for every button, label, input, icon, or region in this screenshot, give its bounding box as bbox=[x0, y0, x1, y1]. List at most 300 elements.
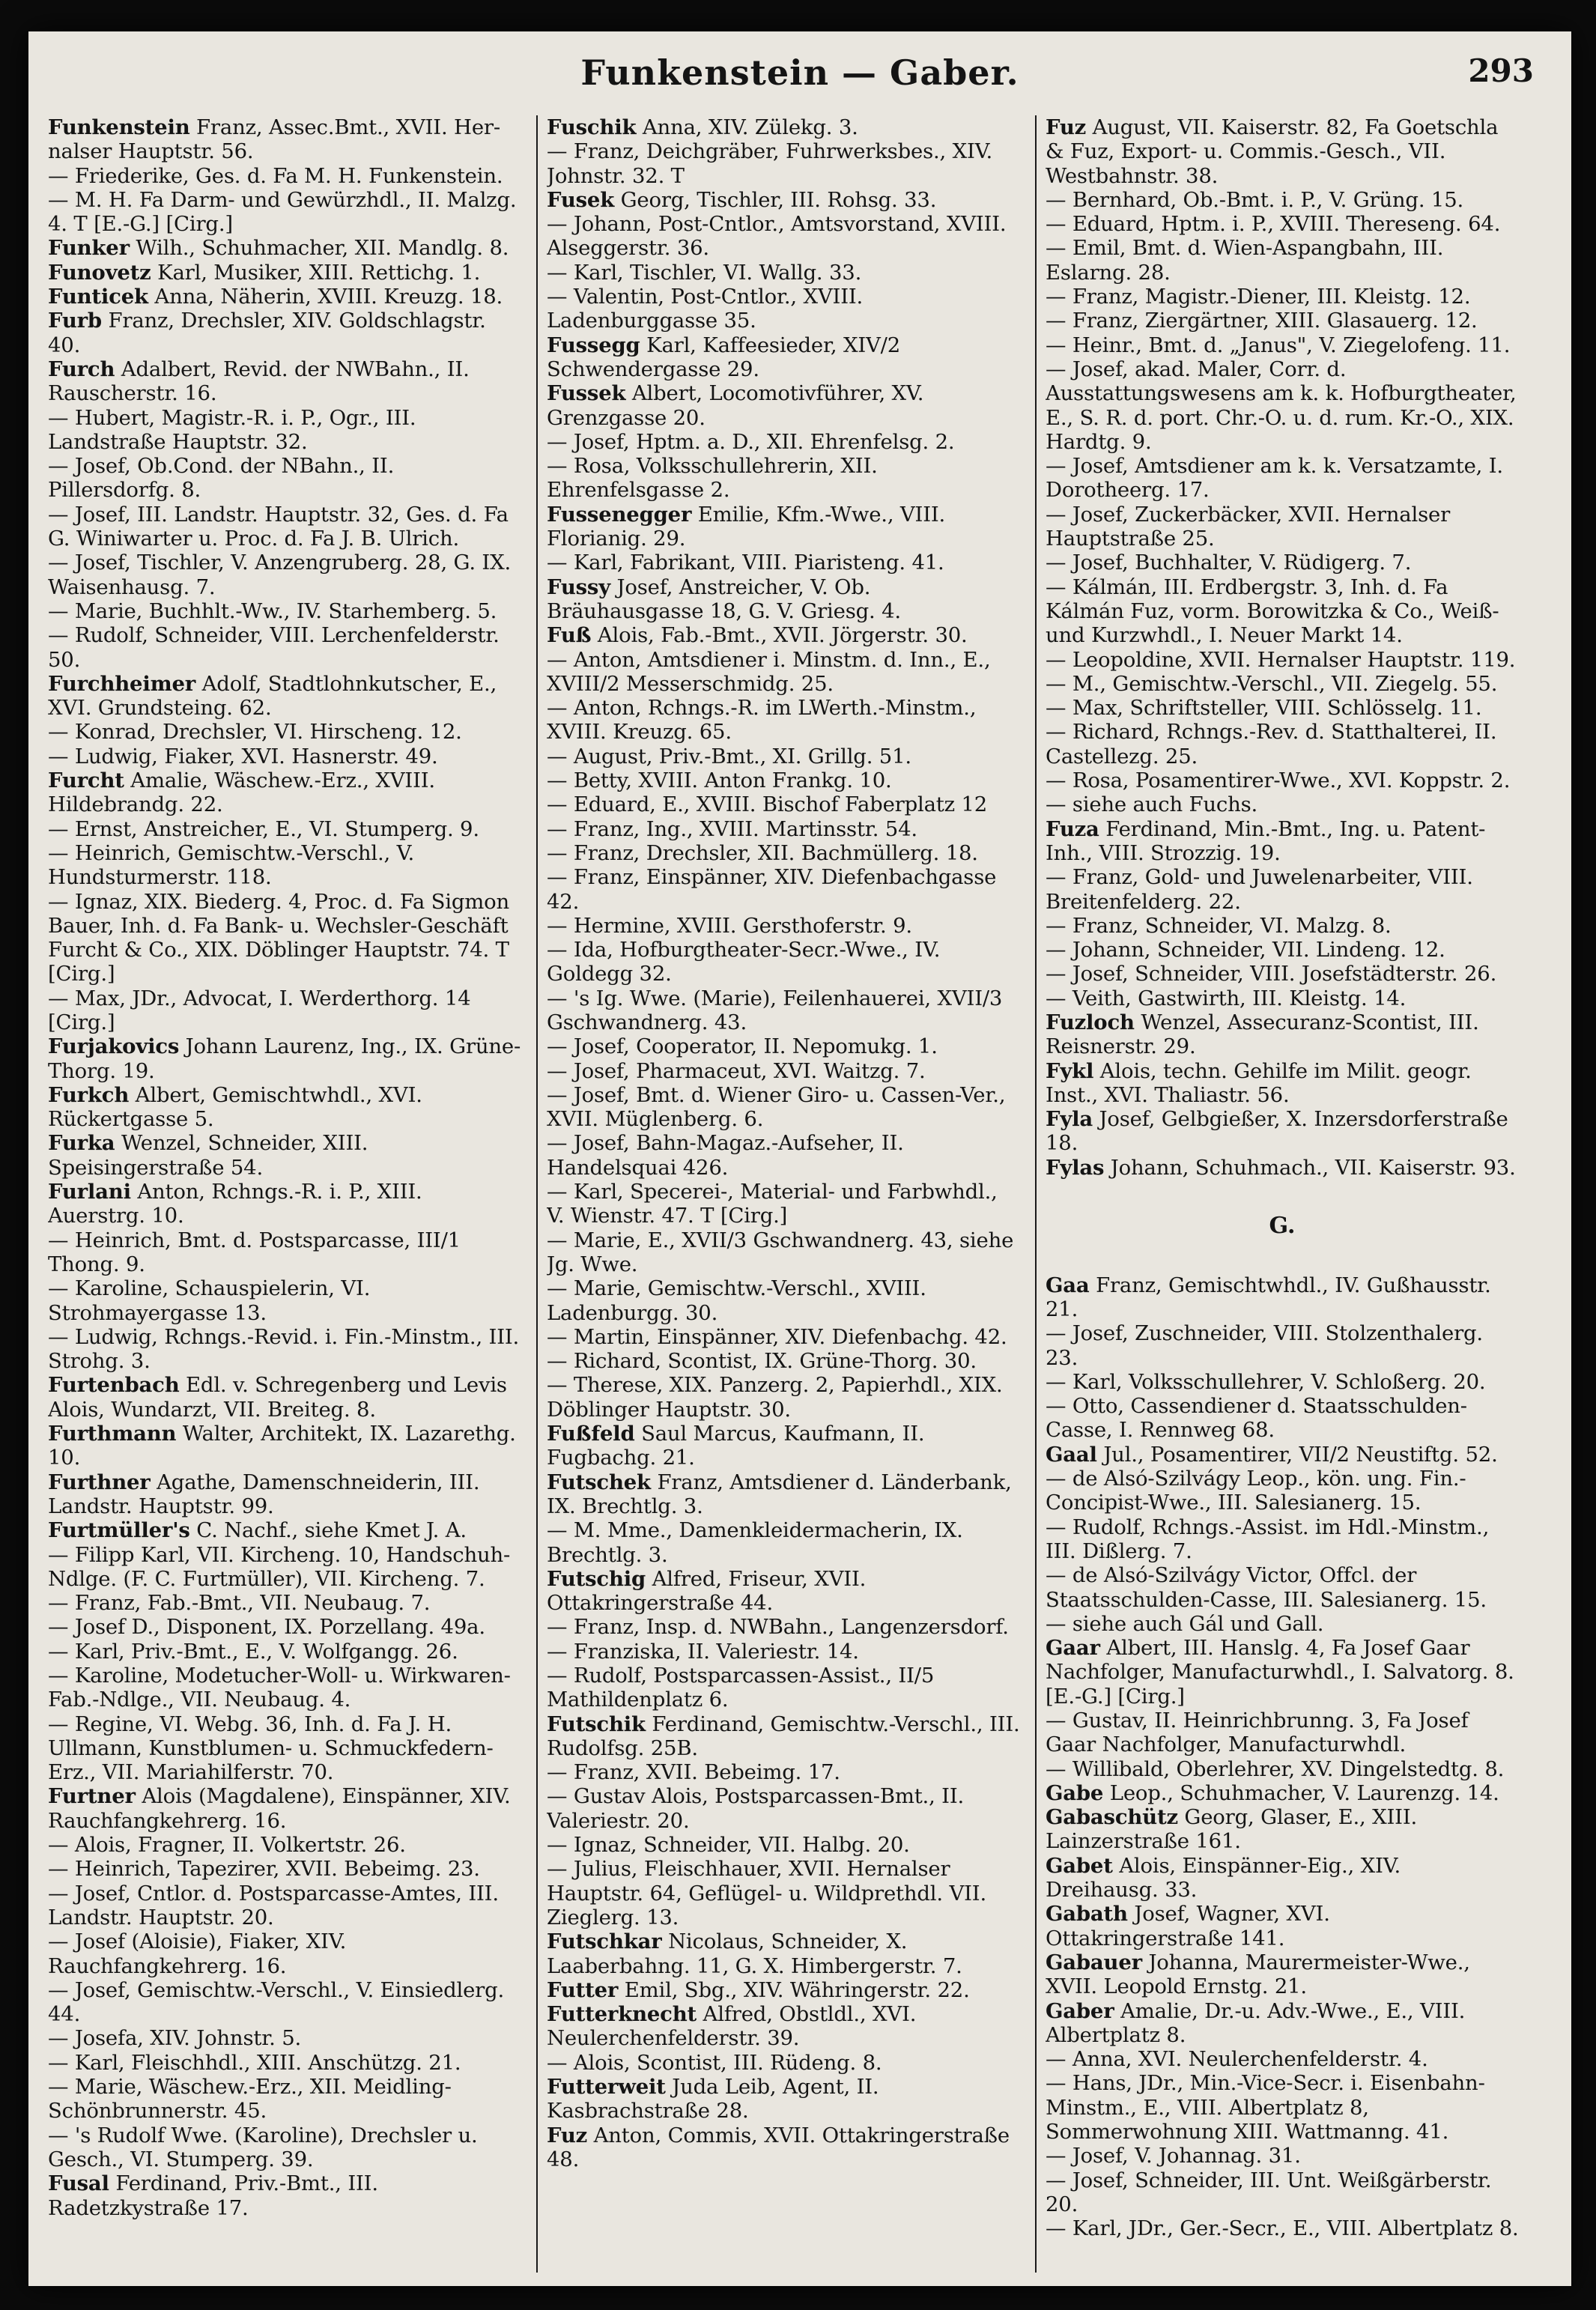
directory-entry bbox=[1046, 2144, 1519, 2168]
entry-text: — Ignaz, Schneider, VII. Halbg. 20. bbox=[547, 1833, 910, 1858]
entry-text: Alois, Einspänner-Eig., XIV. Dreihausg. 33. bbox=[1046, 1853, 1401, 1903]
column-2 bbox=[547, 115, 1020, 2273]
directory-entry bbox=[1046, 309, 1519, 333]
directory-entry bbox=[48, 2051, 521, 2075]
entry-surname: Fuz bbox=[1046, 115, 1087, 139]
entry-text: — Eduard, Hptm. i. P., XVIII. Thereseng. 64. bbox=[1046, 212, 1501, 237]
page-header bbox=[28, 52, 1571, 120]
entry-text: Alois (Magdalene), Einspänner, XIV. Rauchfangkehrerg. 16. bbox=[48, 1784, 511, 1833]
directory-entry bbox=[547, 261, 1020, 285]
directory-entry bbox=[1046, 115, 1519, 188]
directory-entry bbox=[547, 430, 1020, 454]
directory-entry bbox=[547, 503, 1020, 551]
entry-surname: Fussek bbox=[547, 381, 626, 406]
directory-entry bbox=[547, 1470, 1020, 1519]
entry-text: — Franz, Gold- und Juwelenarbeiter, VIII. Breitenfelderg. 22. bbox=[1046, 865, 1473, 914]
entry-text: Adolf, Stadtlohnkutscher, E., XVI. Grundsteing. 62. bbox=[48, 671, 497, 721]
directory-entry bbox=[547, 817, 1020, 841]
directory-entry bbox=[1046, 1854, 1519, 1903]
entry-text: Alfred, Obstldl., XVI. Neulerchenfelderstr. 39. bbox=[547, 2002, 917, 2051]
entry-text: — Julius, Fleischhauer, XVII. Hernalser Hauptstr. 64, Geflügel- u. Wildprethdl. VII. Zieglerg. 13. bbox=[547, 1857, 986, 1929]
directory-entry bbox=[1046, 2047, 1519, 2071]
directory-entry bbox=[48, 1978, 521, 2027]
entry-surname: Fyla bbox=[1046, 1107, 1093, 1132]
directory-entry bbox=[1046, 1394, 1519, 1443]
entry-text: — Franz, Insp. d. NWBahn., Langenzersdorf. bbox=[547, 1615, 1009, 1640]
entry-text: — Josef, Ob.Cond. der NBahn., II. Pillersdorfg. 8. bbox=[48, 454, 395, 503]
directory-entry bbox=[547, 986, 1020, 1035]
entry-text: Josef, Anstreicher, V. Ob. Bräuhausgasse 18, G. V. Griesg. 4. bbox=[547, 575, 901, 623]
directory-entry bbox=[547, 575, 1020, 624]
entry-surname: Gabauer bbox=[1046, 1950, 1142, 1974]
directory-entry bbox=[1046, 769, 1519, 792]
entry-text: Alfred, Friseur, XVII. Ottakringerstraße 44. bbox=[547, 1566, 867, 1616]
entry-text: Leop., Schuhmacher, V. Laurenzg. 14. bbox=[1103, 1780, 1499, 1805]
directory-entry bbox=[48, 164, 521, 188]
entry-surname: Furb bbox=[48, 309, 102, 333]
entry-text: — Ludwig, Fiaker, XVI. Hasnerstr. 49. bbox=[48, 744, 438, 769]
directory-entry bbox=[1046, 696, 1519, 720]
directory-entry bbox=[48, 986, 521, 1035]
entry-text: — Josef, Schneider, III. Unt. Weißgärberstr. 20. bbox=[1046, 2168, 1492, 2216]
entry-text: — Josef, Cntlor. d. Postsparcasse-Amtes, III. Landstr. Hauptstr. 20. bbox=[48, 1881, 499, 1929]
entry-text: — Heinr., Bmt. d. „Janus", V. Ziegelofeng. 11. bbox=[1046, 333, 1511, 357]
directory-entry bbox=[547, 1083, 1020, 1132]
directory-entry bbox=[547, 769, 1020, 792]
directory-entry bbox=[1046, 648, 1519, 672]
directory-entry bbox=[48, 599, 521, 623]
entry-text: — Franziska, II. Valeriestr. 14. bbox=[547, 1639, 859, 1664]
column-1 bbox=[48, 115, 521, 2273]
directory-entry bbox=[48, 2026, 521, 2050]
entry-text: — Marie, E., XVII/3 Gschwandnerg. 43, siehe Jg. Wwe. bbox=[547, 1228, 1014, 1276]
entry-text: — Veith, Gastwirth, III. Kleistg. 14. bbox=[1046, 986, 1407, 1010]
entry-text: — Franz, Drechsler, XII. Bachmüllerg. 18. bbox=[547, 840, 978, 865]
directory-entry bbox=[1046, 357, 1519, 454]
directory-entry bbox=[1046, 1999, 1519, 2048]
directory-entry bbox=[48, 1373, 521, 1422]
directory-entry bbox=[48, 769, 521, 817]
entry-text: — Martin, Einspänner, XIV. Diefenbachg. 42. bbox=[547, 1324, 1007, 1349]
directory-entry bbox=[48, 1615, 521, 1639]
directory-entry bbox=[48, 357, 521, 406]
entry-text: Anna, XIV. Zülekg. 3. bbox=[636, 115, 858, 139]
directory-entry bbox=[1046, 1612, 1519, 1636]
entry-surname: Furchheimer bbox=[48, 671, 196, 696]
directory-entry bbox=[48, 115, 521, 164]
entry-text: — Rosa, Volksschullehrerin, XII. Ehrenfelsgasse 2. bbox=[547, 454, 878, 503]
entry-text: — Josef, Zuckerbäcker, XVII. Hernalser Hauptstraße 25. bbox=[1046, 502, 1451, 551]
entry-text: — Anna, XVI. Neulerchenfelderstr. 4. bbox=[1046, 2047, 1428, 2072]
entry-text: — Therese, XIX. Panzerg. 2, Papierhdl., XIX. Döblinger Hauptstr. 30. bbox=[547, 1373, 1003, 1422]
entry-surname: Furtner bbox=[48, 1784, 136, 1809]
entry-text: — Josef, Bahn-Magaz.-Aufseher, II. Handelsquai 426. bbox=[547, 1131, 904, 1180]
entry-text: Juda Leib, Agent, II. Kasbrachstraße 28. bbox=[547, 2075, 879, 2123]
entry-surname: Fuz bbox=[547, 2123, 588, 2147]
entry-surname: Funticek bbox=[48, 285, 148, 309]
directory-entry bbox=[48, 1422, 521, 1470]
directory-entry bbox=[1046, 938, 1519, 962]
directory-entry bbox=[1046, 1443, 1519, 1467]
directory-entry bbox=[1046, 1467, 1519, 1515]
entry-text: Wenzel, Schneider, XIII. Speisingerstraße 54. bbox=[48, 1131, 368, 1180]
entry-surname: Furka bbox=[48, 1131, 115, 1156]
entry-text: — de Alsó-Szilvágy Leop., kön. ung. Fin.-Concipist-Wwe., III. Salesianerg. 15. bbox=[1046, 1467, 1466, 1515]
directory-entry bbox=[547, 1833, 1020, 1857]
directory-entry bbox=[48, 1518, 521, 1542]
entry-text: — Josefa, XIV. Johnstr. 5. bbox=[48, 2026, 302, 2051]
directory-entry bbox=[547, 792, 1020, 816]
entry-text: — siehe auch Fuchs. bbox=[1046, 792, 1258, 817]
directory-page bbox=[28, 31, 1571, 2286]
entry-text: Karl, Musiker, XIII. Rettichg. 1. bbox=[151, 260, 481, 285]
entry-surname: Gabe bbox=[1046, 1780, 1104, 1805]
entry-surname: Gabath bbox=[1046, 1902, 1128, 1926]
directory-entry bbox=[48, 261, 521, 285]
directory-entry bbox=[1046, 720, 1519, 769]
entry-text: — Karl, Fabrikant, VIII. Piaristeng. 41. bbox=[547, 551, 944, 575]
directory-entry bbox=[547, 1784, 1020, 1833]
directory-entry bbox=[48, 817, 521, 841]
page-title: Funkenstein — Gaber. bbox=[580, 52, 1019, 93]
entry-text: — Valentin, Post-Cntlor., XVIII. Ladenburggasse 35. bbox=[547, 285, 864, 333]
entry-text: — 's Rudolf Wwe. (Karoline), Drechsler u. Gesch., VI. Stumperg. 39. bbox=[48, 2123, 478, 2171]
directory-entry bbox=[48, 1929, 521, 1978]
entry-text: Ferdinand, Priv.-Bmt., III. Radetzkystraße 17. bbox=[48, 2171, 378, 2220]
entry-text: — Johann, Post-Cntlor., Amtsvorstand, XVIII. Alseggerstr. 36. bbox=[547, 212, 1007, 261]
entry-text: Emil, Sbg., XIV. Währingerstr. 22. bbox=[618, 1977, 970, 2002]
entry-surname: Fusek bbox=[547, 187, 615, 212]
entry-surname: Furthmann bbox=[48, 1422, 177, 1446]
entry-text: Nicolaus, Schneider, X. Laaberbahng. 11, G. X. Himbergerstr. 7. bbox=[547, 1929, 962, 1978]
entry-text: Ferdinand, Gemischtw.-Verschl., III. Rudolfsg. 25B. bbox=[547, 1712, 1020, 1760]
entry-surname: Fuzloch bbox=[1046, 1010, 1135, 1034]
entry-text: — Josef, III. Landstr. Hauptstr. 32, Ges. d. Fa G. Winiwarter u. Proc. d. Fa J. B. Ulrich. bbox=[48, 502, 509, 551]
entry-surname: Funkenstein bbox=[48, 115, 190, 139]
entry-surname: Fussy bbox=[547, 575, 610, 599]
entry-text: — Josef, Hptm. a. D., XII. Ehrenfelsg. 2. bbox=[547, 429, 955, 454]
entry-text: C. Nachf., siehe Kmet J. A. bbox=[189, 1518, 467, 1543]
entry-text: Wilh., Schuhmacher, XII. Mandlg. 8. bbox=[129, 236, 509, 261]
entry-text: — Karl, Priv.-Bmt., E., V. Wolfgangg. 26. bbox=[48, 1639, 458, 1664]
directory-entry bbox=[1046, 1709, 1519, 1757]
directory-entry bbox=[48, 454, 521, 503]
directory-entry bbox=[48, 1640, 521, 1664]
entry-surname: Furthner bbox=[48, 1470, 151, 1494]
entry-text: Franz, Assec.Bmt., XVII. Her-nalser Hauptstr. 56. bbox=[48, 115, 500, 164]
entry-text: — Willibald, Oberlehrer, XV. Dingelstedtg. 8. bbox=[1046, 1756, 1505, 1781]
entry-text: — Franz, Deichgräber, Fuhrwerksbes., XIV. Johnstr. 32. T bbox=[547, 139, 993, 188]
directory-entry bbox=[547, 1567, 1020, 1616]
entry-surname: Futschkar bbox=[547, 1929, 662, 1954]
entry-text: Albert, Gemischtwhdl., XVI. Rückertgasse 5. bbox=[48, 1082, 422, 1132]
directory-entry bbox=[547, 1760, 1020, 1784]
entry-text: Amalie, Dr.-u. Adv.-Wwe., E., VIII. Albertplatz 8. bbox=[1046, 1998, 1466, 2047]
entry-text: — Franz, Ing., XVIII. Martinsstr. 54. bbox=[547, 816, 917, 841]
directory-entry bbox=[547, 1131, 1020, 1180]
directory-entry bbox=[48, 2171, 521, 2220]
entry-surname: Futter bbox=[547, 1977, 619, 2002]
entry-text: Josef, Wagner, XVI. Ottakringerstraße 141. bbox=[1046, 1902, 1330, 1950]
directory-entry bbox=[547, 648, 1020, 697]
entry-surname: Fykl bbox=[1046, 1058, 1094, 1083]
directory-entry bbox=[48, 503, 521, 551]
entry-text: — Marie, Gemischtw.-Verschl., XVIII. Ladenburgg. 30. bbox=[547, 1276, 926, 1325]
entry-text: Alois, techn. Gehilfe im Milit. geogr. Inst., XVI. Thaliastr. 56. bbox=[1046, 1058, 1472, 1107]
directory-entry bbox=[547, 1615, 1020, 1639]
entry-text: Karl, Kaffeesieder, XIV/2 Schwendergasse 29. bbox=[547, 333, 901, 381]
directory-entry bbox=[547, 1059, 1020, 1083]
entry-text: — August, Priv.-Bmt., XI. Grillg. 51. bbox=[547, 744, 911, 769]
entry-text: — Josef D., Disponent, IX. Porzellang. 49a. bbox=[48, 1615, 485, 1640]
directory-entry bbox=[1046, 236, 1519, 285]
entry-text: — M. H. Fa Darm- und Gewürzhdl., II. Malzg. 4. T [E.-G.] [Cirg.] bbox=[48, 187, 517, 237]
directory-entry bbox=[547, 1422, 1020, 1470]
entry-text: Emilie, Kfm.-Wwe., VIII. Florianig. 29. bbox=[547, 502, 946, 551]
directory-entry bbox=[547, 1180, 1020, 1228]
directory-entry bbox=[1046, 1059, 1519, 1108]
directory-entry bbox=[547, 1712, 1020, 1761]
directory-entry bbox=[547, 381, 1020, 430]
directory-entry bbox=[1046, 1781, 1519, 1805]
entry-text: — M., Gemischtw.-Verschl., VII. Ziegelg. 55. bbox=[1046, 671, 1498, 696]
directory-entry bbox=[1046, 2168, 1519, 2217]
directory-entry bbox=[547, 2002, 1020, 2051]
entry-text: Josef, Gelbgießer, X. Inzersdorferstraße 18. bbox=[1046, 1107, 1508, 1156]
entry-text: — Alois, Fragner, II. Volkertstr. 26. bbox=[48, 1833, 406, 1858]
entry-text: — Josef, Gemischtw.-Verschl., V. Einsiedlerg. 44. bbox=[48, 1977, 505, 2027]
directory-entry bbox=[48, 672, 521, 721]
directory-entry bbox=[547, 1518, 1020, 1567]
entry-text: — Josef, Cooperator, II. Nepomukg. 1. bbox=[547, 1034, 938, 1059]
directory-entry bbox=[48, 1470, 521, 1519]
entry-text: — Johann, Schneider, VII. Lindeng. 12. bbox=[1046, 938, 1445, 962]
directory-entry bbox=[547, 1349, 1020, 1373]
directory-entry bbox=[547, 841, 1020, 865]
entry-text: — Franz, Fab.-Bmt., VII. Neubaug. 7. bbox=[48, 1591, 431, 1616]
directory-entry bbox=[1046, 2071, 1519, 2144]
directory-entry bbox=[1046, 1156, 1519, 1180]
entry-text: — Franz, Magistr.-Diener, III. Kleistg. 12. bbox=[1046, 285, 1471, 309]
entry-text: — M. Mme., Damenkleidermacherin, IX. Brechtlg. 3. bbox=[547, 1518, 963, 1567]
entry-text: — Hermine, XVIII. Gersthoferstr. 9. bbox=[547, 913, 912, 938]
directory-entry bbox=[1046, 188, 1519, 212]
directory-entry bbox=[547, 2051, 1020, 2075]
entry-surname: Fusal bbox=[48, 2171, 109, 2196]
entry-surname: Gabaschütz bbox=[1046, 1805, 1178, 1830]
directory-entry bbox=[547, 1034, 1020, 1058]
directory-entry bbox=[547, 1857, 1020, 1929]
entry-text: — Ernst, Anstreicher, E., VI. Stumperg. 9. bbox=[48, 816, 479, 841]
entry-text: — Regine, VI. Webg. 36, Inh. d. Fa J. H. Ullmann, Kunstblumen- u. Schmuckfedern-Erz., VII. Mariahilferstr. 70. bbox=[48, 1712, 494, 1785]
entry-surname: Fuschik bbox=[547, 115, 637, 139]
entry-text: — Eduard, E., XVIII. Bischof Faberplatz 12 bbox=[547, 792, 988, 817]
entry-text: — Josef, V. Johannag. 31. bbox=[1046, 2144, 1301, 2168]
entry-text: — Marie, Buchhlt.-Ww., IV. Starhemberg. 5. bbox=[48, 598, 497, 623]
directory-entry bbox=[547, 454, 1020, 503]
entry-surname: Furlani bbox=[48, 1180, 131, 1204]
directory-entry bbox=[547, 115, 1020, 139]
directory-entry bbox=[1046, 285, 1519, 309]
directory-entry bbox=[1046, 1273, 1519, 1322]
entry-text: Georg, Glaser, E., XIII. Lainzerstraße 161. bbox=[1046, 1805, 1418, 1854]
column-rule bbox=[1035, 115, 1037, 2273]
entry-text: — Max, Schriftsteller, VIII. Schlösselg. 11. bbox=[1046, 696, 1482, 721]
directory-entry bbox=[48, 406, 521, 455]
entry-surname: Furtenbach bbox=[48, 1373, 180, 1398]
entry-text: — Emil, Bmt. d. Wien-Aspangbahn, III. Eslarng. 28. bbox=[1046, 236, 1444, 285]
entry-text: — Gustav, II. Heinrichbrunng. 3, Fa Josef Gaar Nachfolger, Manufacturwhdl. bbox=[1046, 1709, 1469, 1757]
entry-text: — 's Ig. Wwe. (Marie), Feilenhauerei, XVII/3 Gschwandnerg. 43. bbox=[547, 986, 1003, 1034]
entry-text: — Alois, Scontist, III. Rüdeng. 8. bbox=[547, 2050, 882, 2075]
directory-entry bbox=[1046, 1321, 1519, 1370]
directory-entry bbox=[547, 1228, 1020, 1277]
directory-entry bbox=[547, 696, 1020, 745]
entry-text: Anna, Näherin, XVIII. Kreuzg. 18. bbox=[148, 285, 503, 309]
entry-text: — Rudolf, Schneider, VIII. Lerchenfelderstr. 50. bbox=[48, 623, 500, 672]
entry-surname: Futschik bbox=[547, 1712, 646, 1736]
entry-text: Johann, Schuhmach., VII. Kaiserstr. 93. bbox=[1104, 1155, 1516, 1180]
entry-surname: Fuß bbox=[547, 623, 592, 648]
entry-text: — Josef (Aloisie), Fiaker, XIV. Rauchfangkehrerg. 16. bbox=[48, 1929, 347, 1978]
entry-text: Albert, III. Hanslg. 4, Fa Josef Gaar Nachfolger, Manufacturwhdl., I. Salvatorg. 8. [E.-G.] [Cirg.] bbox=[1046, 1636, 1514, 1709]
directory-entry bbox=[48, 1712, 521, 1785]
entry-text: — Anton, Rchngs.-R. im LWerth.-Minstm., XVIII. Kreuzg. 65. bbox=[547, 696, 977, 745]
directory-entry bbox=[1046, 962, 1519, 986]
entry-surname: Furch bbox=[48, 357, 115, 381]
entry-text: — Josef, Buchhalter, V. Rüdigerg. 7. bbox=[1046, 551, 1412, 575]
directory-entry bbox=[1046, 986, 1519, 1010]
directory-entry bbox=[48, 745, 521, 769]
directory-entry bbox=[48, 841, 521, 890]
entry-text: — Karl, Tischler, VI. Wallg. 33. bbox=[547, 260, 862, 285]
entry-text: — Rudolf, Postsparcassen-Assist., II/5 Mathildenplatz 6. bbox=[547, 1664, 935, 1712]
directory-entry bbox=[1046, 792, 1519, 816]
entry-text: — Rosa, Posamentirer-Wwe., XVI. Koppstr. 2. bbox=[1046, 769, 1511, 793]
directory-entry bbox=[1046, 914, 1519, 938]
directory-entry bbox=[547, 2075, 1020, 2123]
entry-text: Wenzel, Assecuranz-Scontist, III. Reisnerstr. 29. bbox=[1046, 1010, 1479, 1059]
entry-surname: Fylas bbox=[1046, 1155, 1105, 1180]
directory-entry bbox=[1046, 2216, 1519, 2240]
entry-text: Johanna, Maurermeister-Wwe., XVII. Leopold Ernstg. 21. bbox=[1046, 1950, 1470, 1999]
entry-text: Saul Marcus, Kaufmann, II. Fugbachg. 21. bbox=[547, 1422, 925, 1470]
entry-surname: Fussenegger bbox=[547, 502, 692, 527]
entry-text: — de Alsó-Szilvágy Victor, Offcl. der Staatsschulden-Casse, III. Salesianerg. 15. bbox=[1046, 1563, 1487, 1612]
directory-entry bbox=[48, 309, 521, 357]
entry-text: — Rudolf, Rchngs.-Assist. im Hdl.-Minstm., III. Dißlerg. 7. bbox=[1046, 1515, 1490, 1563]
entry-text: — Franz, Einspänner, XIV. Diefenbachgasse 42. bbox=[547, 865, 997, 914]
entry-text: — Hans, JDr., Min.-Vice-Secr. i. Eisenbahn-Minstm., E., VIII. Albertplatz 8, Sommerwohnung XIII. Wattmanng. 41. bbox=[1046, 2071, 1485, 2144]
entry-text: Albert, Locomotivführer, XV. Grenzgasse 20. bbox=[547, 381, 924, 430]
entry-text: — Ida, Hofburgtheater-Secr.-Wwe., IV. Goldegg 32. bbox=[547, 938, 941, 986]
directory-entry bbox=[1046, 1805, 1519, 1854]
directory-entry bbox=[547, 745, 1020, 769]
entry-surname: Funker bbox=[48, 236, 130, 261]
directory-entry bbox=[547, 139, 1020, 188]
column-rule bbox=[536, 115, 538, 2273]
directory-entry bbox=[547, 865, 1020, 914]
page-number: 293 bbox=[1468, 52, 1534, 89]
entry-text: — Hubert, Magistr.-R. i. P., Ogr., III. Landstraße Hauptstr. 32. bbox=[48, 405, 416, 454]
section-letter: G. bbox=[1269, 1213, 1296, 1240]
directory-entry bbox=[1046, 212, 1519, 236]
directory-entry bbox=[48, 623, 521, 672]
directory-entry bbox=[1046, 1902, 1519, 1950]
directory-entry bbox=[547, 1978, 1020, 2002]
entry-text: Anton, Rchngs.-R. i. P., XIII. Auerstrg. 10. bbox=[48, 1180, 422, 1228]
directory-entry bbox=[48, 1034, 521, 1083]
entry-text: Franz, Drechsler, XIV. Goldschlagstr. 40. bbox=[48, 309, 486, 357]
entry-text: — Karl, Fleischhdl., XIII. Anschützg. 21. bbox=[48, 2050, 461, 2075]
directory-entry bbox=[547, 938, 1020, 986]
directory-entry bbox=[547, 333, 1020, 382]
directory-entry bbox=[1046, 1636, 1519, 1709]
entry-text: Georg, Tischler, III. Rohsg. 33. bbox=[614, 187, 937, 212]
entry-surname: Gaal bbox=[1046, 1442, 1097, 1467]
directory-entry bbox=[1046, 1515, 1519, 1564]
entry-text: — Kálmán, III. Erdbergstr. 3, Inh. d. Fa Kálmán Fuz, vorm. Borowitzka & Co., Weiß- und Kurzwhdl., I. Neuer Markt 14. bbox=[1046, 575, 1499, 648]
directory-entry bbox=[48, 1882, 521, 1930]
entry-text: — Karl, Specerei-, Material- und Farbwhdl., V. Wienstr. 47. T [Cirg.] bbox=[547, 1180, 998, 1228]
directory-entry bbox=[1046, 551, 1519, 575]
entry-text: Amalie, Wäschew.-Erz., XVIII. Hildebrandg. 22. bbox=[48, 769, 435, 817]
directory-entry bbox=[48, 236, 521, 260]
entry-text: Agathe, Damenschneiderin, III. Landstr. Hauptstr. 99. bbox=[48, 1470, 480, 1518]
directory-entry bbox=[1046, 865, 1519, 914]
entry-text: — Friederike, Ges. d. Fa M. H. Funkenstein. bbox=[48, 163, 503, 188]
entry-text: — Heinrich, Tapezirer, XVII. Bebeimg. 23. bbox=[48, 1857, 480, 1882]
entry-text: — siehe auch Gál und Gall. bbox=[1046, 1611, 1324, 1636]
directory-entry bbox=[1046, 1107, 1519, 1156]
directory-entry bbox=[547, 623, 1020, 647]
directory-entry bbox=[1046, 503, 1519, 551]
entry-text: Johann Laurenz, Ing., IX. Grüne-Thorg. 19. bbox=[48, 1034, 521, 1083]
entry-text: — Richard, Rchngs.-Rev. d. Statthalterei, II. Castellezg. 25. bbox=[1046, 720, 1497, 769]
entry-text: Anton, Commis, XVII. Ottakringerstraße 48. bbox=[547, 2123, 1010, 2171]
directory-entry bbox=[48, 551, 521, 599]
directory-entry bbox=[48, 1131, 521, 1180]
entry-text: Walter, Architekt, IX. Lazarethg. 10. bbox=[48, 1422, 516, 1470]
directory-entry bbox=[48, 1784, 521, 1833]
entry-text: — Ignaz, XIX. Biederg. 4, Proc. d. Fa Sigmon Bauer, Inh. d. Fa Bank- u. Wechsler-Geschäft Furcht & Co., XIX. Döblinger Hauptstr. 74. T [Cirg.] bbox=[48, 889, 509, 986]
entry-surname: Furcht bbox=[48, 769, 124, 793]
directory-entry bbox=[547, 2123, 1020, 2172]
directory-entry bbox=[547, 551, 1020, 575]
directory-entry bbox=[547, 1325, 1020, 1349]
directory-entry bbox=[48, 2075, 521, 2123]
entry-text: — Josef, Tischler, V. Anzengruberg. 28, G. IX. Waisenhausg. 7. bbox=[48, 551, 512, 599]
directory-entry bbox=[48, 1325, 521, 1374]
entry-surname: Gaa bbox=[1046, 1273, 1090, 1297]
directory-entry bbox=[1046, 333, 1519, 357]
directory-entry bbox=[1046, 672, 1519, 696]
entry-text: — Leopoldine, XVII. Hernalser Hauptstr. 119. bbox=[1046, 647, 1516, 672]
entry-surname: Fußfeld bbox=[547, 1422, 635, 1446]
entry-text: — Max, JDr., Advocat, I. Werderthorg. 14 [Cirg.] bbox=[48, 986, 471, 1034]
entry-text: — Karoline, Modetucher-Woll- u. Wirkwaren-Fab.-Ndlge., VII. Neubaug. 4. bbox=[48, 1664, 511, 1712]
directory-entry bbox=[1046, 575, 1519, 648]
directory-entry bbox=[48, 1083, 521, 1132]
directory-entry bbox=[547, 1373, 1020, 1422]
directory-entry bbox=[1046, 454, 1519, 503]
entry-text: — Filipp Karl, VII. Kircheng. 10, Handschuh-Ndlge. (F. C. Furtmüller), VII. Kircheng. 7. bbox=[48, 1542, 511, 1591]
directory-entry bbox=[48, 2123, 521, 2172]
entry-text: — Karl, Volksschullehrer, V. Schloßerg. 20. bbox=[1046, 1369, 1486, 1394]
entry-surname: Gabet bbox=[1046, 1853, 1113, 1878]
entry-text: — Josef, Bmt. d. Wiener Giro- u. Cassen-Ver., XVII. Müglenberg. 6. bbox=[547, 1082, 1006, 1132]
entry-text: — Konrad, Drechsler, VI. Hirscheng. 12. bbox=[48, 720, 462, 745]
